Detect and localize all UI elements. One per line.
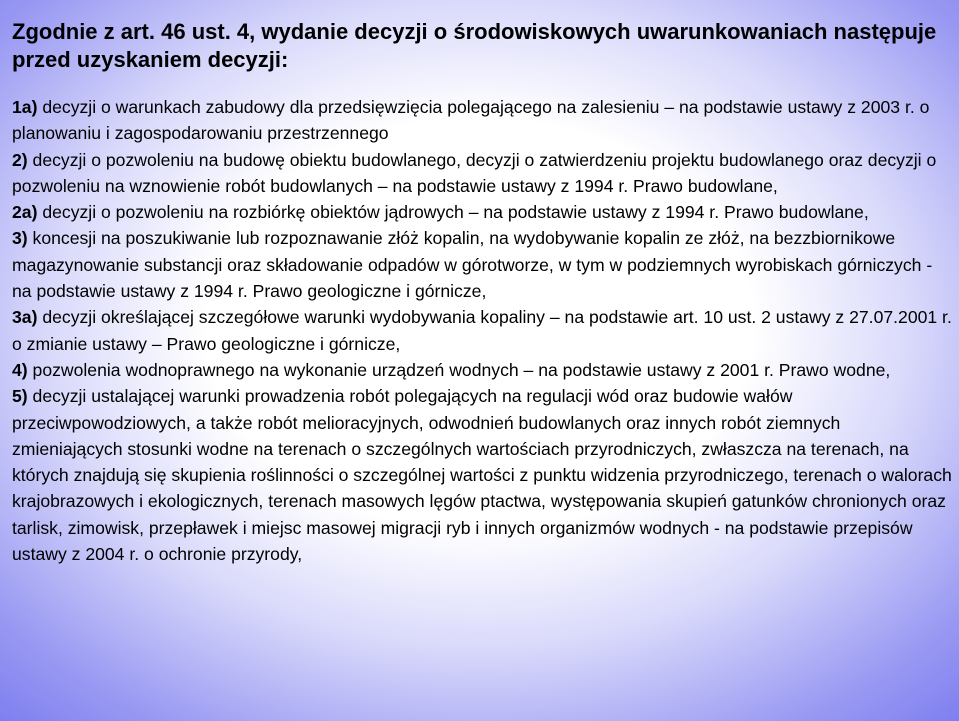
item-label: 2a) [12, 202, 38, 223]
list-item [12, 199, 952, 225]
item-text: decyzji określającej szczegółowe warunki wydobywania kopaliny – na podstawie art. 10 ust. 2 ustawy z 27.07.2001 r. o zmianie ustawy – Prawo geologiczne i górnicze, [12, 307, 952, 354]
item-label: 1a) [12, 97, 38, 117]
list-item [12, 383, 952, 567]
list-item [12, 225, 952, 304]
list-item [12, 357, 952, 383]
item-text: koncesji na poszukiwanie lub rozpoznawanie złóż kopalin, na wydobywanie kopalin ze złóż, na bezzbiornikowe magazynowanie substancji oraz składowanie odpadów w górotworze, w tym w podziemnych wyrobiskach górniczych - na podstawie ustawy z 1994 r. Prawo geologiczne i górnicze, [12, 228, 933, 302]
item-text: pozwolenia wodnoprawnego na wykonanie urządzeń wodnych – na podstawie ustawy z 2001 r. Prawo wodne, [27, 359, 891, 380]
item-label: 4) [12, 359, 28, 380]
list-item [12, 147, 952, 200]
item-label: 2) [12, 149, 28, 170]
item-text: decyzji ustalającej warunki prowadzenia robót polegających na regulacji wód oraz budowie wałów przeciwpowodziowych, a także robót melioracyjnych, odwodnień budowlanych oraz innych robót ziemnych zmieniających stosunki wodne na terenach o szczególnych wartościach przyrodniczych, zwłaszcza na terenach, na których znajdują się skupienia roślinności o szczególnej wartości z punktu widzenia przyrodniczego, terenach o walorach krajobrazowych i ekologicznych, terenach masowych lęgów ptactwa, występowania skupień gatunków chronionych oraz tarlisk, zimowisk, przepławek i miejsc masowej migracji ryb i innych organizmów wodnych - na podstawie przepisów ustawy z 2004 r. o ochronie przyrody, [12, 386, 952, 565]
list-item [12, 304, 952, 357]
item-label: 3) [12, 228, 28, 249]
item-text: decyzji o pozwoleniu na rozbiórkę obiektów jądrowych – na podstawie ustawy z 1994 r. Prawo budowlane, [37, 202, 869, 223]
slide-heading: Zgodnie z art. 46 ust. 4, wydanie decyzji o środowiskowych uwarunkowaniach następuje przed uzyskaniem decyzji: [12, 19, 937, 72]
item-label: 3a) [12, 307, 38, 328]
item-text: decyzji o warunkach zabudowy dla przedsięwzięcia polegającego na zalesieniu – na podstawie ustawy z 2003 r. o planowaniu i zagospodarowaniu przestrzennego [12, 97, 930, 144]
item-label: 5) [12, 386, 28, 407]
list-item [12, 94, 952, 147]
decision-list [12, 94, 952, 567]
item-text: decyzji o pozwoleniu na budowę obiektu budowlanego, decyzji o zatwierdzeniu projektu budowlanego oraz decyzji o pozwoleniu na wznowienie robót budowlanych – na podstawie ustawy z 1994 r. Prawo budowlane, [12, 149, 937, 196]
